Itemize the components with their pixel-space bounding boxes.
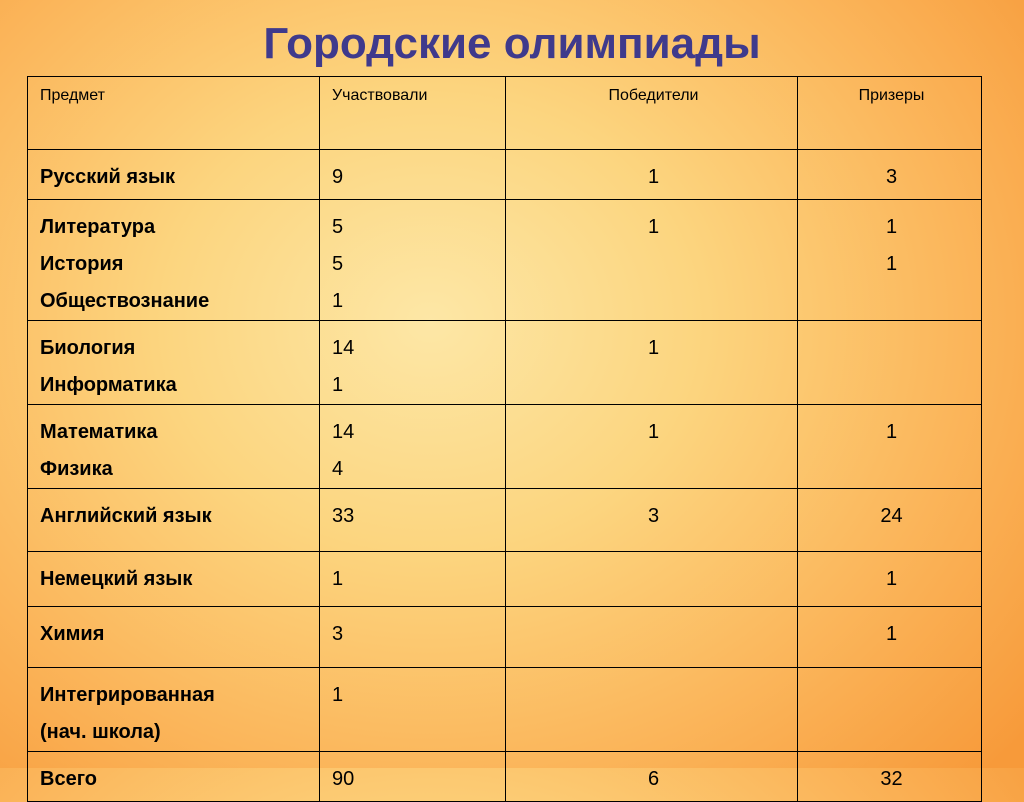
subject-cell xyxy=(28,200,320,321)
participated-cell xyxy=(320,489,506,552)
table-header-row xyxy=(28,77,982,150)
subject-name: Немецкий язык xyxy=(40,568,193,590)
prizewinners-cell xyxy=(798,752,982,802)
participated-value: 14 xyxy=(332,337,355,359)
participated-cell xyxy=(320,668,506,752)
subject-name: Математика xyxy=(40,421,158,443)
subject-cell xyxy=(28,150,320,200)
table-row xyxy=(28,552,982,607)
subject-name: Литература xyxy=(40,216,156,238)
subject-name: Биология xyxy=(40,337,136,359)
prizewinners-value: 1 xyxy=(885,216,898,238)
prizewinners-cell xyxy=(798,200,982,321)
participated-value: 14 xyxy=(332,421,355,443)
participated-value: 1 xyxy=(332,568,344,590)
prizewinners-value: 3 xyxy=(885,166,898,188)
table-row-total xyxy=(28,752,982,802)
participated-value: 90 xyxy=(332,768,355,790)
prizewinners-value: 1 xyxy=(885,421,898,443)
subject-name: Физика xyxy=(40,458,113,480)
header-cell-winners: Победители xyxy=(506,77,798,150)
prizewinners-cell xyxy=(798,405,982,489)
winners-cell xyxy=(506,200,798,321)
header-cell-subject: Предмет xyxy=(28,77,320,150)
prizewinners-value: 1 xyxy=(885,623,898,645)
subject-name: Информатика xyxy=(40,374,177,396)
participated-value: 3 xyxy=(332,623,344,645)
table-row xyxy=(28,150,982,200)
prizewinners-value: 1 xyxy=(885,568,898,590)
winners-value: 1 xyxy=(647,216,660,238)
subject-cell xyxy=(28,489,320,552)
prizewinners-cell xyxy=(798,489,982,552)
subject-name: История xyxy=(40,253,124,275)
participated-value: 5 xyxy=(332,253,344,275)
winners-value: 3 xyxy=(647,505,660,527)
prizewinners-cell xyxy=(798,552,982,607)
participated-value: 1 xyxy=(332,684,344,706)
table-row xyxy=(28,668,982,752)
participated-value: 1 xyxy=(332,290,344,312)
subject-cell xyxy=(28,752,320,802)
subject-cell xyxy=(28,321,320,405)
participated-cell xyxy=(320,607,506,668)
table-row xyxy=(28,200,982,321)
table-row xyxy=(28,405,982,489)
header-cell-prizewinners: Призеры xyxy=(798,77,982,150)
table-row xyxy=(28,489,982,552)
participated-value: 5 xyxy=(332,216,344,238)
winners-value: 1 xyxy=(647,421,660,443)
participated-cell xyxy=(320,405,506,489)
winners-cell xyxy=(506,752,798,802)
subject-name: (нач. школа) xyxy=(40,721,161,743)
winners-cell xyxy=(506,668,798,752)
winners-cell xyxy=(506,489,798,552)
subject-name: Русский язык xyxy=(40,166,176,188)
participated-value: 4 xyxy=(332,458,344,480)
participated-value: 1 xyxy=(332,374,344,396)
subject-name: Английский язык xyxy=(40,505,212,527)
subject-name: Интегрированная xyxy=(40,684,215,706)
table-row xyxy=(28,607,982,668)
participated-cell xyxy=(320,752,506,802)
slide-title: Городские олимпиады xyxy=(263,19,761,68)
subject-name: Всего xyxy=(40,768,97,790)
prizewinners-cell xyxy=(798,321,982,405)
subject-cell xyxy=(28,668,320,752)
participated-cell xyxy=(320,150,506,200)
participated-value: 33 xyxy=(332,505,355,527)
winners-value: 1 xyxy=(647,337,660,359)
table-row xyxy=(28,321,982,405)
participated-cell xyxy=(320,552,506,607)
prizewinners-cell xyxy=(798,150,982,200)
olympiad-table xyxy=(27,76,982,802)
prizewinners-cell xyxy=(798,607,982,668)
winners-cell xyxy=(506,405,798,489)
participated-cell xyxy=(320,321,506,405)
winners-cell xyxy=(506,321,798,405)
subject-cell xyxy=(28,552,320,607)
winners-value: 1 xyxy=(647,166,660,188)
header-cell-participated: Участвовали xyxy=(320,77,506,150)
prizewinners-value: 24 xyxy=(880,505,903,527)
subject-name: Химия xyxy=(40,623,105,645)
prizewinners-value: 32 xyxy=(880,768,903,790)
winners-cell xyxy=(506,552,798,607)
winners-cell xyxy=(506,150,798,200)
participated-value: 9 xyxy=(332,166,344,188)
participated-cell xyxy=(320,200,506,321)
prizewinners-cell xyxy=(798,668,982,752)
winners-cell xyxy=(506,607,798,668)
winners-value: 6 xyxy=(647,768,660,790)
subject-name: Обществознание xyxy=(40,290,210,312)
subject-cell xyxy=(28,607,320,668)
prizewinners-value: 1 xyxy=(885,253,898,275)
subject-cell xyxy=(28,405,320,489)
